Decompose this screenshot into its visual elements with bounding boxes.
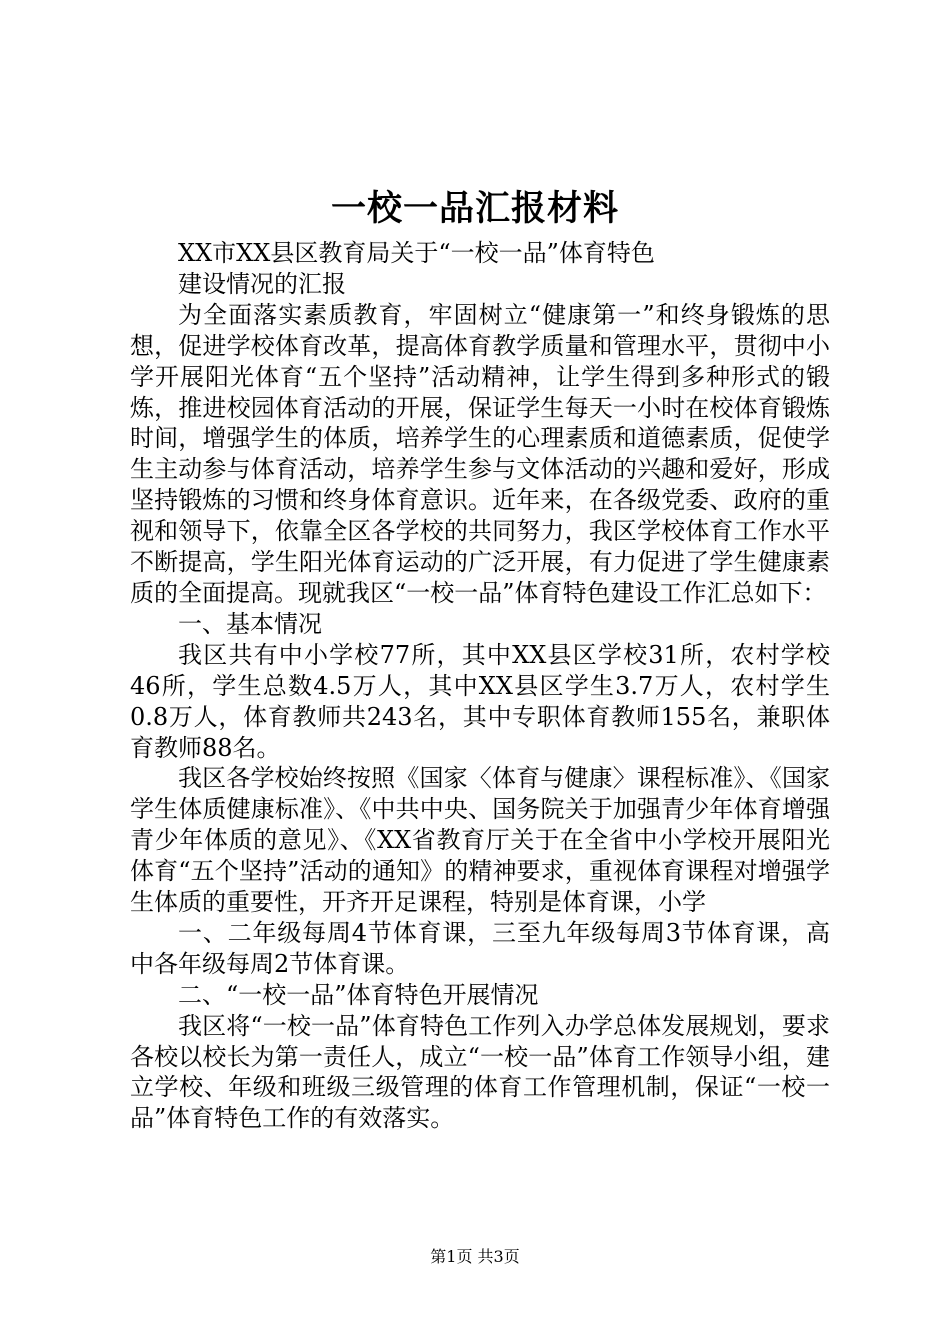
page-indicator: 第1页 共3页 xyxy=(430,1247,520,1266)
curriculum-standards-paragraph: 我区各学校始终按照《国家〈体育与健康〉课程标准》、《国家学生体质健康标准》、《中共中央、国务院关于加强青少年体育增强青少年体质的意见》、《XX省教育厅关于在全省中小学校开展阳光体育“五个坚持”活动的通知》的精神要求，重视体育课程对增强学生体质的重要性，开齐开足课程，特别是体育课，小学 xyxy=(130,764,830,917)
intro-paragraph: 为全面落实素质教育，牢固树立“健康第一”和终身锻炼的思想，促进学校体育改革，提高体育教学质量和管理水平，贯彻中小学开展阳光体育“五个坚持”活动精神，让学生得到多种形式的锻炼，推进校园体育活动的开展，保证学生每天一小时在校体育锻炼时间，增强学生的体质，培养学生的心理素质和道德素质，促使学生主动参与体育活动，培养学生参与文体活动的兴趣和爱好，形成坚持锻炼的习惯和终身体育意识。近年来，在各级党委、政府的重视和领导下，依靠全区各学校的共同努力，我区学校体育工作水平不断提高，学生阳光体育运动的广泛开展，有力促进了学生健康素质的全面提高。现就我区“一校一品”体育特色建设工作汇总如下： xyxy=(130,300,830,607)
weekly-pe-classes-paragraph: 一、二年级每周4节体育课，三至九年级每周3节体育课，高中各年级每周2节体育课。 xyxy=(130,918,830,978)
feature-management-paragraph: 我区将“一校一品”体育特色工作列入办学总体发展规划，要求各校以校长为第一责任人，成立“一校一品”体育工作领导小组，建立学校、年级和班级三级管理的体育工作管理机制，保证“一校一品”体育特色工作的有效落实。 xyxy=(130,1011,830,1133)
subtitle-line-2: 建设情况的汇报 xyxy=(178,269,346,298)
subtitle-line-1: XX市XX县区教育局关于“一校一品”体育特色 xyxy=(178,239,655,267)
document-title: 一校一品汇报材料 xyxy=(330,188,619,229)
section-heading-feature-development: 二、“一校一品”体育特色开展情况 xyxy=(178,980,539,1009)
document-body xyxy=(130,238,830,1134)
section-heading-basic-situation: 一、基本情况 xyxy=(178,609,322,638)
school-statistics-paragraph: 我区共有中小学校77所，其中XX县区学校31所，农村学校46所，学生总数4.5万人，其中XX县区学生3.7万人，农村学生0.8万人，体育教师共243名，其中专职体育教师155名，兼职体育教师88名。 xyxy=(130,640,830,762)
